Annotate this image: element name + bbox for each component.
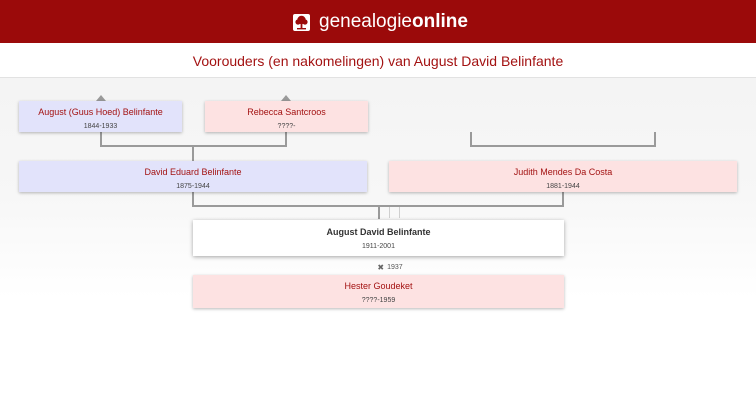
person-dates: 1911-2001 (362, 243, 395, 250)
title-bar (0, 43, 756, 78)
person-name[interactable]: Hester Goudeket (344, 281, 413, 291)
rings-icon: ✖ (377, 263, 385, 272)
person-card-spouse[interactable] (193, 275, 564, 308)
family-tree-logo-icon (293, 14, 310, 31)
person-card-paternal-grandfather[interactable] (19, 101, 182, 132)
page-title: Voorouders (en nakomelingen) van August David Belinfante (192, 53, 564, 69)
person-name[interactable]: August David Belinfante (326, 227, 431, 237)
person-dates: 1844-1933 (83, 123, 118, 130)
person-card-paternal-grandmother[interactable] (205, 101, 368, 132)
brand-name-light: genealogie (319, 11, 412, 32)
marriage-year: 1937 (387, 264, 403, 271)
person-dates: 1881-1944 (546, 183, 580, 190)
person-dates: ????-1959 (361, 297, 396, 304)
person-name[interactable]: Judith Mendes Da Costa (513, 167, 613, 177)
person-dates: ????- (277, 123, 296, 130)
connector-line (192, 145, 194, 162)
site-header (0, 0, 756, 43)
person-dates: 1875-1944 (176, 183, 210, 190)
connector-line (285, 132, 287, 146)
connector-line (100, 132, 102, 146)
marriage-info (370, 263, 410, 272)
connector-line (389, 207, 390, 218)
connector-line (399, 207, 400, 218)
person-card-mother[interactable] (389, 161, 737, 192)
person-card-root[interactable] (193, 220, 564, 256)
person-name[interactable]: Rebecca Santcroos (247, 107, 326, 117)
connector-line (470, 145, 656, 147)
person-name[interactable]: August (Guus Hoed) Belinfante (38, 107, 163, 117)
person-name[interactable]: David Eduard Belinfante (144, 167, 242, 177)
connector-line (192, 192, 194, 206)
site-logo-link[interactable] (293, 9, 468, 35)
connector-line (378, 205, 380, 219)
connector-line (562, 192, 564, 206)
brand-name-bold: online (411, 11, 468, 32)
person-card-father[interactable] (19, 161, 367, 192)
